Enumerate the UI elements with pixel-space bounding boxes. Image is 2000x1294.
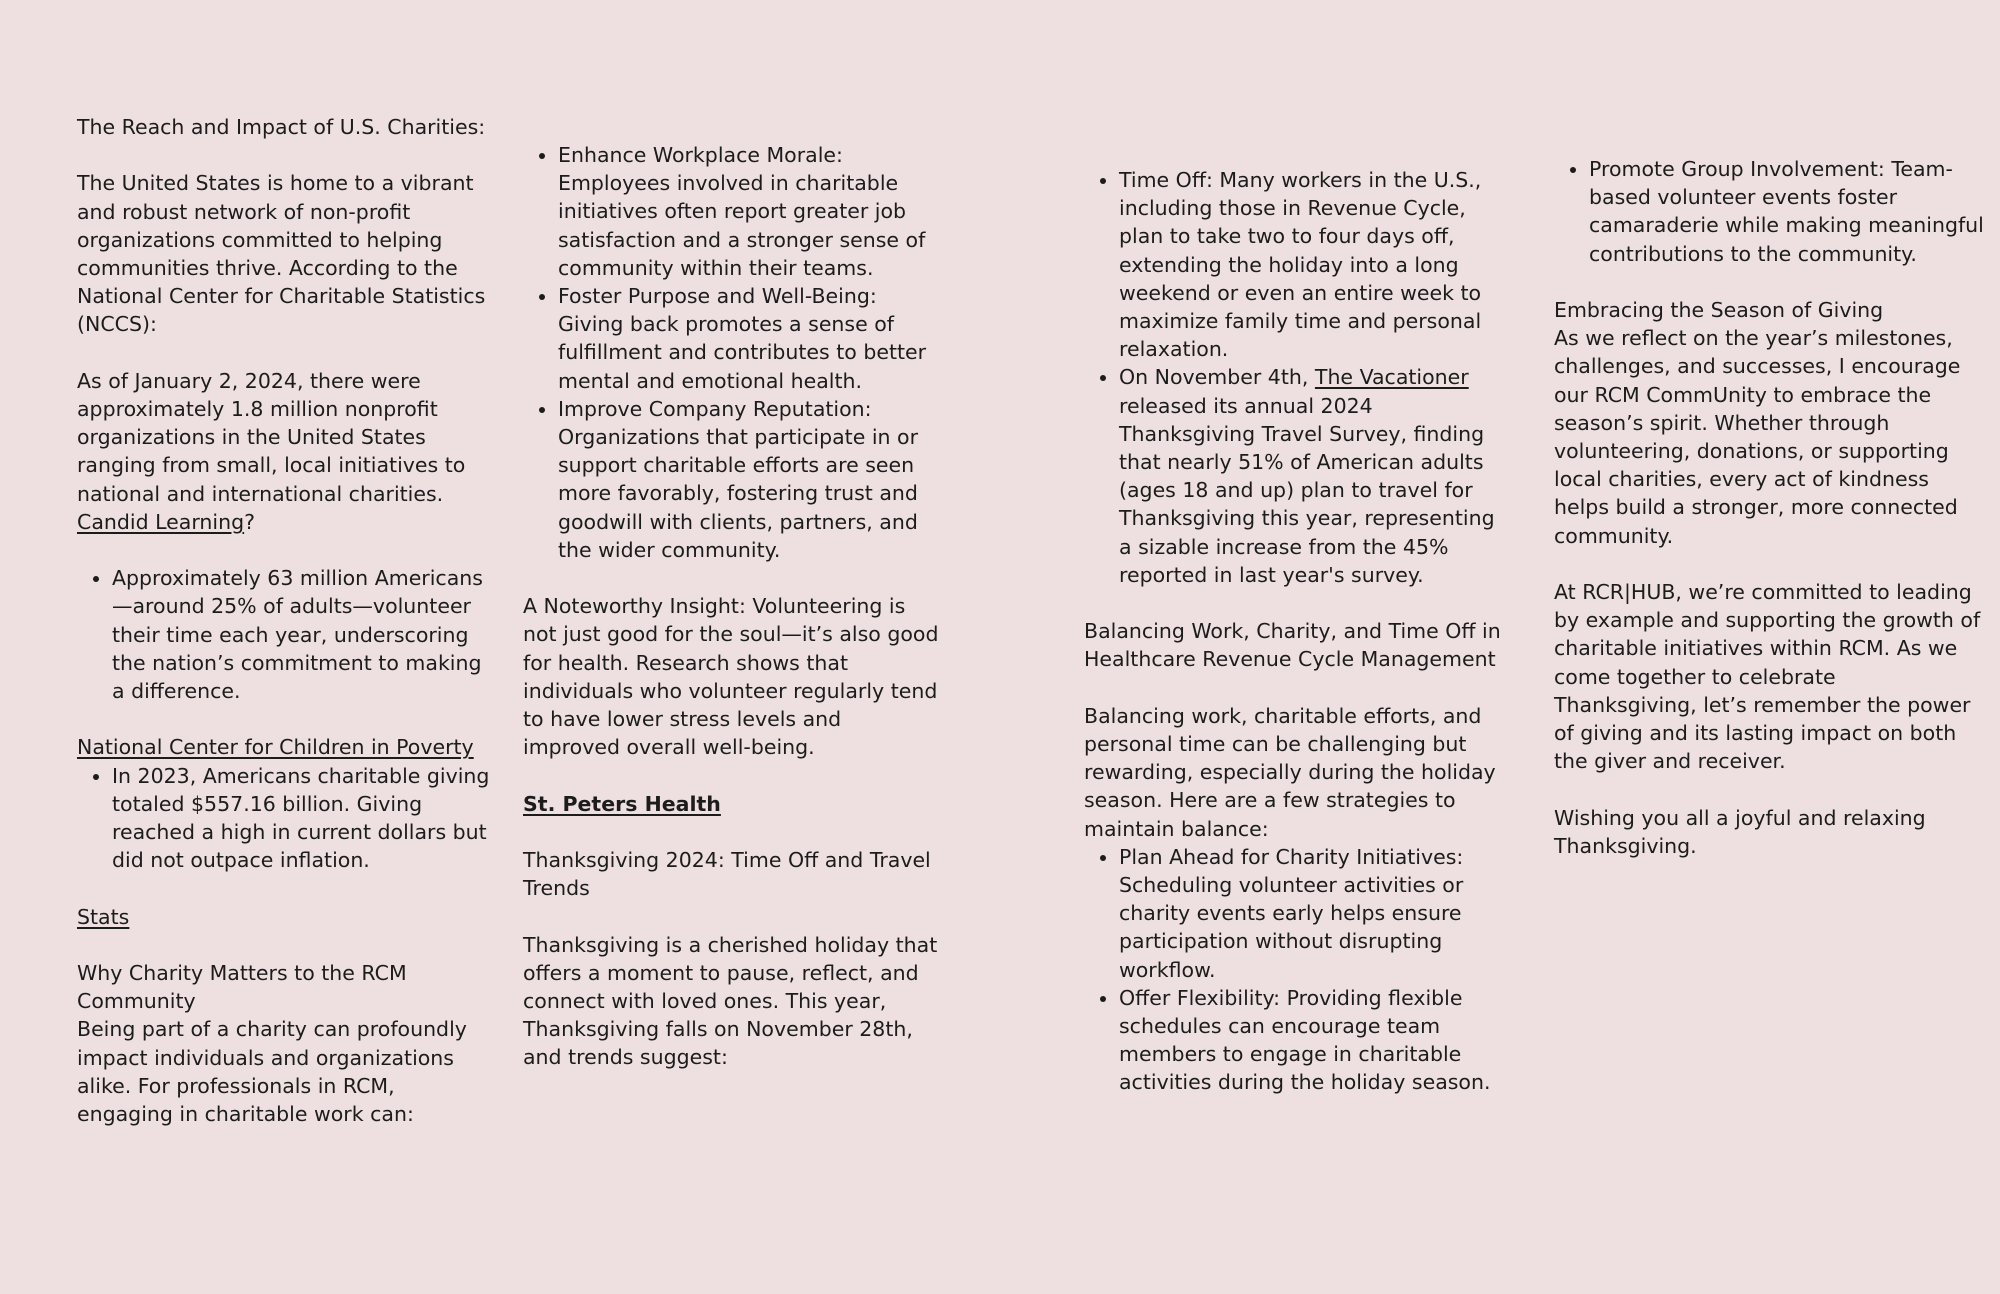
- column-1: [77, 113, 497, 1128]
- candid-suffix: ?: [244, 509, 255, 534]
- list-item: • In 2023, Americans charitable giving totaled $557.16 billion. Giving reached a high in current dollars but did not outpace inflation.: [112, 762, 497, 875]
- closing-paragraph: Wishing you all a joyful and relaxing Thanksgiving.: [1554, 805, 1926, 858]
- list-item: • Foster Purpose and Well-Being: Giving back promotes a sense of fulfillment and contributes to better mental and emotional health.: [558, 282, 941, 395]
- volunteer-list: [77, 564, 497, 705]
- candid-learning-link[interactable]: Candid Learning: [77, 509, 245, 534]
- season-paragraph: As we reflect on the year’s milestones, challenges, and successes, I encourage our RCM CommUnity to embrace the season’s spirit. Whether through volunteering, donations, or supporting local charities, every act of kindness helps build a stronger, more connected community.: [1554, 326, 1961, 548]
- balancing-paragraph: Balancing work, charitable efforts, and personal time can be challenging but rewarding, especially during the holiday season. Here are a few strategies to maintain balance:: [1084, 703, 1496, 841]
- list-item: • Time Off: Many workers in the U.S., including those in Revenue Cycle, plan to take two to four days off, extending the holiday into a long weekend or even an entire week to maximize family time and personal relaxation.: [1119, 166, 1504, 363]
- balancing-heading: Balancing Work, Charity, and Time Off in Healthcare Revenue Cycle Management: [1084, 619, 1501, 672]
- list-item: • Offer Flexibility: Providing flexible schedules can encourage team members to engage in charitable activities during the holiday season.: [1119, 984, 1504, 1097]
- column-4: [1554, 155, 1984, 860]
- nccp-link[interactable]: National Center for Children in Poverty: [77, 735, 474, 760]
- stats-link[interactable]: Stats: [77, 904, 130, 929]
- intro-paragraph: The United States is home to a vibrant and robust network of non-profit organizations committed to helping communities thrive. According to the National Center for Charitable Statistics (NCCS):: [77, 171, 486, 337]
- st-peters-health-link[interactable]: St. Peters Health: [523, 791, 721, 816]
- season-heading: Embracing the Season of Giving: [1554, 298, 1884, 322]
- hub-paragraph: At RCR|HUB, we’re committed to leading by example and supporting the growth of charitable initiatives within RCM. As we come together to celebrate Thanksgiving, let’s remember the power of giving and its lasting impact on both the giver and receiver.: [1554, 580, 1981, 774]
- survey-suffix: released its annual 2024 Thanksgiving Travel Survey, finding that nearly 51% of American adults (ages 18 and up) plan to travel for Thanksgiving this year, representing a sizable increase from the 45% reported in last year's survey.: [1119, 393, 1495, 587]
- list-item: • Approximately 63 million Americans—around 25% of adults—volunteer their time each year, underscoring the nation’s commitment to making a difference.: [112, 564, 497, 705]
- column-2: [523, 141, 941, 1072]
- st-peters-paragraph: [523, 790, 941, 818]
- trends-list: [1084, 166, 1504, 589]
- strategies-list: [1084, 843, 1504, 1097]
- list-item: • Improve Company Reputation: Organizations that participate in or support charitable efforts are seen more favorably, fostering trust and goodwill with clients, partners, and the wider community.: [558, 395, 941, 564]
- reach-heading: The Reach and Impact of U.S. Charities:: [77, 115, 486, 139]
- giving-list: [77, 762, 497, 875]
- nonprofit-stat-text: As of January 2, 2024, there were approximately 1.8 million nonprofit organizations in the United States ranging from small, local initiatives to national and international charities.: [77, 368, 466, 506]
- the-vacationer-link[interactable]: The Vacationer: [1314, 365, 1469, 390]
- stats-paragraph: [77, 903, 497, 931]
- nccp-paragraph: [77, 733, 497, 761]
- thanksgiving-paragraph: Thanksgiving is a cherished holiday that offers a moment to pause, reflect, and connect with loved ones. This year, Thanksgiving falls on November 28th, and trends suggest:: [523, 932, 938, 1070]
- thanksgiving-heading: Thanksgiving 2024: Time Off and Travel Trends: [523, 848, 931, 901]
- list-item: [1119, 363, 1504, 589]
- survey-prefix: On November 4th,: [1119, 365, 1315, 390]
- group-list: [1554, 155, 1984, 268]
- why-heading: Why Charity Matters to the RCM Community: [77, 961, 407, 1014]
- nonprofit-stat-paragraph: [77, 367, 497, 536]
- why-paragraph: Being part of a charity can profoundly impact individuals and organizations alike. For professionals in RCM, engaging in charitable work can:: [77, 1017, 467, 1127]
- list-item: • Enhance Workplace Morale: Employees involved in charitable initiatives often report greater job satisfaction and a stronger sense of community within their teams.: [558, 141, 941, 282]
- list-item: • Plan Ahead for Charity Initiatives: Scheduling volunteer activities or charity events early helps ensure participation without disrupting workflow.: [1119, 843, 1504, 984]
- list-item: • Promote Group Involvement: Team-based volunteer events foster camaraderie while making meaningful contributions to the community.: [1589, 155, 1984, 268]
- column-3: [1084, 166, 1504, 1097]
- insight-paragraph: A Noteworthy Insight: Volunteering is not just good for the soul—it’s also good for health. Research shows that individuals who volunteer regularly tend to have lower stress levels and improved overall well-being.: [523, 594, 939, 760]
- benefits-list: [523, 141, 941, 564]
